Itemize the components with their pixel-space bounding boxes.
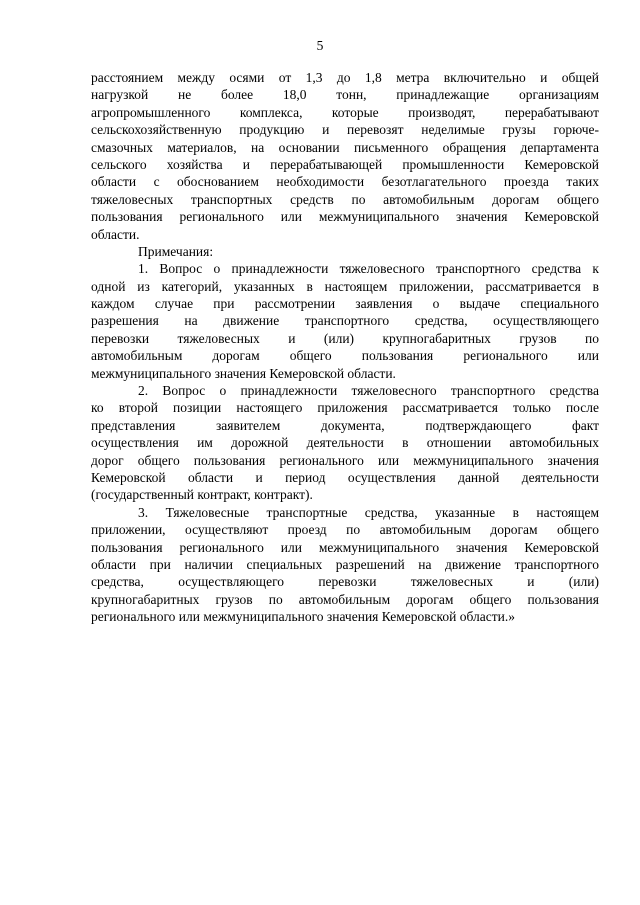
text-line: смазочных материалов, на основании письменного обращения департамента <box>91 139 599 155</box>
text-line: 1. Вопрос о принадлежности тяжеловесного транспортного средства к <box>138 261 599 277</box>
text-line: пользования регионального или межмуниципального значения Кемеровской <box>91 209 599 225</box>
text-line: 3. Тяжеловесные транспортные средства, указанные в настоящем <box>138 504 599 520</box>
text-line: пользования регионального или межмуниципального значения Кемеровской <box>91 539 599 555</box>
text-line: перевозки тяжеловесных и (или) крупногабаритных грузов по <box>91 330 599 346</box>
text-line: каждом случае при рассмотрении заявления о выдаче специального <box>91 296 599 312</box>
text-line: автомобильным дорогам общего пользования регионального или <box>91 348 599 364</box>
text-line: регионального или межмуниципального значения Кемеровской области.» <box>91 609 516 625</box>
text-line: межмуниципального значения Кемеровской области. <box>91 365 396 381</box>
text-line: дорог общего пользования регионального или межмуниципального значения <box>91 452 599 468</box>
text-line: приложении, осуществляют проезд по автомобильным дорогам общего <box>91 522 599 538</box>
note-1 <box>91 260 599 382</box>
text-line: средства, осуществляющего перевозки тяжеловесных и (или) <box>91 574 599 590</box>
text-line: представления заявителем документа, подтверждающего факт <box>91 417 599 433</box>
text-line: области. <box>91 226 140 242</box>
text-line: области с обоснованием необходимости безотлагательного проезда таких <box>91 174 599 190</box>
text-line: одной из категорий, указанных в настоящем приложении, рассматривается в <box>91 278 599 294</box>
note-3 <box>91 504 599 626</box>
document-body <box>91 69 599 626</box>
text-line: области при наличии специальных разрешений на движение транспортного <box>91 556 599 572</box>
text-line: Примечания: <box>138 243 214 259</box>
text-line: ко второй позиции настоящего приложения рассматривается только после <box>91 400 599 416</box>
text-line: нагрузкой не более 18,0 тонн, принадлежащие организациям <box>91 87 599 103</box>
text-line: разрешения на движение транспортного средства, осуществляющего <box>91 313 599 329</box>
text-line: (государственный контракт, контракт). <box>91 487 313 503</box>
text-line: агропромышленного комплекса, которые производят, перерабатывают <box>91 104 599 120</box>
text-line: осуществления им дорожной деятельности в отношении автомобильных <box>91 435 599 451</box>
text-line: расстоянием между осями от 1,3 до 1,8 метра включительно и общей <box>91 70 599 85</box>
note-2 <box>91 382 599 504</box>
text-line: сельскохозяйственную продукцию и перевозят неделимые грузы горюче- <box>91 122 599 138</box>
text-line: тяжеловесных транспортных средств по автомобильным дорогам общего <box>91 191 599 207</box>
text-line: Кемеровской области и период осуществления данной деятельности <box>91 469 599 485</box>
text-line: крупногабаритных грузов по автомобильным дорогам общего пользования <box>91 591 599 607</box>
notes-heading <box>91 243 599 260</box>
text-line: 2. Вопрос о принадлежности тяжеловесного транспортного средства <box>138 383 599 399</box>
page-number: 5 <box>316 38 324 53</box>
paragraph-continuation <box>91 69 599 243</box>
text-line: сельского хозяйства и перерабатывающей промышленности Кемеровской <box>91 156 599 172</box>
